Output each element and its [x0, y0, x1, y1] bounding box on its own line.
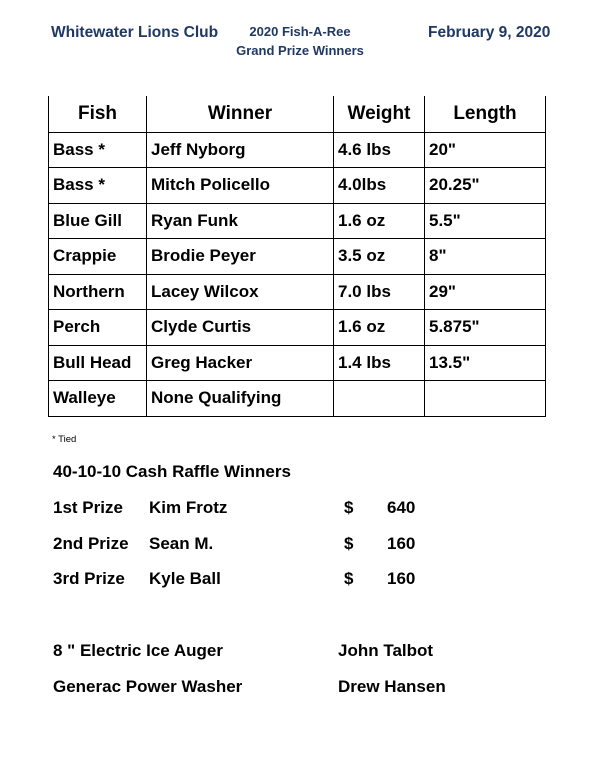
winners-table: [48, 96, 546, 417]
raffle-currency: $: [344, 498, 354, 517]
winner-cell: None Qualifying: [147, 381, 334, 417]
event-date: February 9, 2020: [428, 24, 551, 41]
table-row: [49, 345, 546, 381]
winner-cell: Mitch Policello: [147, 168, 334, 204]
fish-cell: Crappie: [49, 239, 147, 275]
raffle-amount: 640: [387, 498, 416, 517]
table-row: [49, 168, 546, 204]
prize-winner: Drew Hansen: [338, 677, 446, 696]
raffle-amount: 160: [387, 569, 416, 588]
raffle-place: 2nd Prize: [53, 534, 129, 553]
raffle-winner: Sean M.: [149, 534, 214, 553]
fish-cell: Blue Gill: [49, 203, 147, 239]
winner-cell: Jeff Nyborg: [147, 132, 334, 168]
fish-cell: Northern: [49, 274, 147, 310]
tied-footnote: * Tied: [52, 434, 77, 445]
fish-cell: Walleye: [49, 381, 147, 417]
length-cell: 29": [425, 274, 546, 310]
prize-item: 8 " Electric Ice Auger: [53, 641, 223, 660]
length-cell: 5.875": [425, 310, 546, 346]
table-row: [49, 274, 546, 310]
raffle-amount: 160: [387, 534, 416, 553]
column-header-fish: Fish: [49, 96, 147, 132]
weight-cell: [334, 381, 425, 417]
column-header-weight: Weight: [334, 96, 425, 132]
raffle-currency: $: [344, 534, 354, 553]
table-header-row: [49, 96, 546, 132]
length-cell: 5.5": [425, 203, 546, 239]
winner-cell: Ryan Funk: [147, 203, 334, 239]
table-row: [49, 381, 546, 417]
weight-cell: 1.4 lbs: [334, 345, 425, 381]
table-row: [49, 203, 546, 239]
raffle-winner: Kyle Ball: [149, 569, 221, 588]
raffle-place: 3rd Prize: [53, 569, 125, 588]
weight-cell: 4.0lbs: [334, 168, 425, 204]
prize-winner: John Talbot: [338, 641, 434, 660]
length-cell: 13.5": [425, 345, 546, 381]
column-header-winner: Winner: [147, 96, 334, 132]
fish-cell: Perch: [49, 310, 147, 346]
weight-cell: 7.0 lbs: [334, 274, 425, 310]
winner-cell: Brodie Peyer: [147, 239, 334, 275]
table-row: [49, 310, 546, 346]
weight-cell: 1.6 oz: [334, 203, 425, 239]
event-subtitle: Grand Prize Winners: [236, 43, 364, 58]
prize-item: Generac Power Washer: [53, 677, 243, 696]
winner-cell: Lacey Wilcox: [147, 274, 334, 310]
raffle-winner: Kim Frotz: [149, 498, 228, 517]
length-cell: 20": [425, 132, 546, 168]
length-cell: [425, 381, 546, 417]
raffle-currency: $: [344, 569, 354, 588]
fish-cell: Bass *: [49, 132, 147, 168]
length-cell: 8": [425, 239, 546, 275]
weight-cell: 1.6 oz: [334, 310, 425, 346]
column-header-length: Length: [425, 96, 546, 132]
raffle-place: 1st Prize: [53, 498, 123, 517]
weight-cell: 4.6 lbs: [334, 132, 425, 168]
table-row: [49, 239, 546, 275]
fish-cell: Bass *: [49, 168, 147, 204]
event-title: 2020 Fish-A-Ree: [249, 24, 351, 39]
weight-cell: 3.5 oz: [334, 239, 425, 275]
raffle-heading: 40-10-10 Cash Raffle Winners: [53, 462, 291, 481]
club-name: Whitewater Lions Club: [51, 24, 219, 41]
length-cell: 20.25": [425, 168, 546, 204]
winner-cell: Clyde Curtis: [147, 310, 334, 346]
fish-cell: Bull Head: [49, 345, 147, 381]
winner-cell: Greg Hacker: [147, 345, 334, 381]
table-row: [49, 132, 546, 168]
